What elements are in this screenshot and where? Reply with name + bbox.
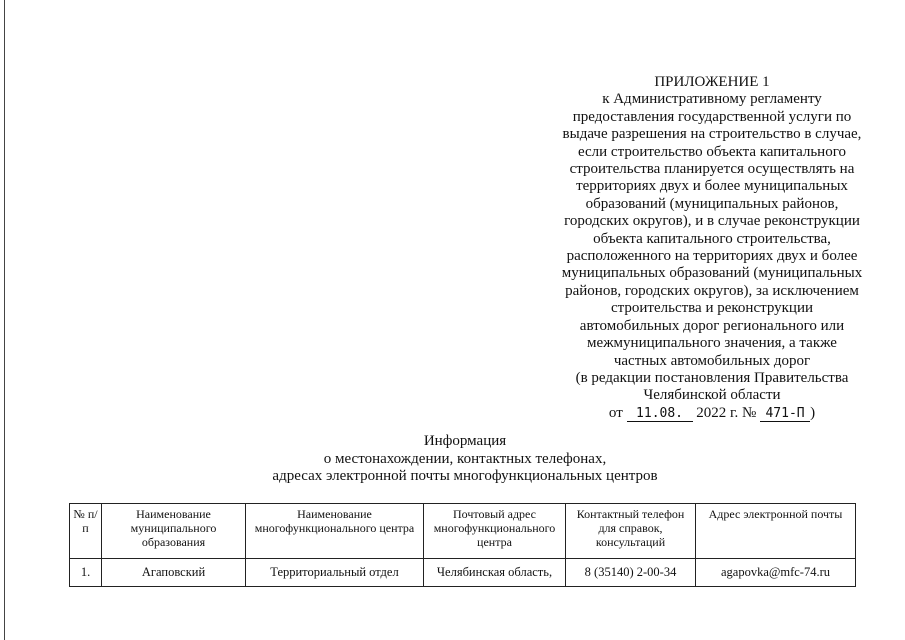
appendix-line: предоставления государственной услуги по <box>572 108 852 125</box>
resolution-date: 11.08. <box>627 407 693 422</box>
page-left-border <box>4 0 5 640</box>
appendix-line: частных автомобильных дорог <box>613 352 811 369</box>
info-subtitle: адресах электронной почты многофункциональных центров <box>272 468 658 484</box>
appendix-line: муниципальных образований (муниципальных <box>561 265 863 282</box>
cell-number: 1. <box>70 559 102 587</box>
resolution-number: 471-П <box>760 407 810 422</box>
appendix-line: образований (муниципальных районов, <box>585 195 839 212</box>
closing-paren: ) <box>810 404 816 421</box>
appendix-line: (в редакции постановления Правительства <box>575 369 849 386</box>
appendix-line: объекта капитального строительства, <box>593 230 831 247</box>
info-title: Информация <box>423 433 507 449</box>
appendix-line: районов, городских округов), за исключением <box>565 282 859 299</box>
appendix-line: территориях двух и более муниципальных <box>576 178 848 195</box>
col-header-phone: Контактный телефон для справок, консультаций <box>566 504 696 559</box>
appendix-line: городских округов), и в случае реконструкции <box>564 213 860 230</box>
mfc-table <box>69 503 856 587</box>
appendix-line: расположенного на территориях двух и более <box>566 248 858 265</box>
appendix-line: межмуниципального значения, а также <box>587 335 837 352</box>
appendix-title: ПРИЛОЖЕНИЕ 1 <box>654 74 770 90</box>
appendix-line: автомобильных дорог регионального или <box>579 317 845 334</box>
appendix-line: строительства планируется осуществлять на <box>569 161 855 178</box>
col-header-email: Адрес электронной почты <box>696 504 856 559</box>
col-header-municipality: Наименование муниципального образования <box>102 504 246 559</box>
cell-postal-address: Челябинская область, <box>424 559 566 587</box>
appendix-header <box>544 74 880 422</box>
resolution-date-line <box>544 405 880 422</box>
col-header-center-name: Наименование многофункционального центра <box>246 504 424 559</box>
table-row <box>70 559 856 587</box>
cell-phone: 8 (35140) 2-00-34 <box>566 559 696 587</box>
date-prefix: от <box>608 404 623 421</box>
col-header-number: № п/п <box>70 504 102 559</box>
cell-email: agapovka@mfc-74.ru <box>696 559 856 587</box>
info-heading <box>250 433 680 486</box>
appendix-line: выдаче разрешения на строительство в случае, <box>562 126 862 143</box>
appendix-line: если строительство объекта капитального <box>577 143 846 160</box>
year-text: 2022 г. № <box>696 404 757 421</box>
appendix-line: строительства и реконструкции <box>610 300 814 317</box>
table-header-row <box>70 504 856 559</box>
info-subtitle: о местонахождении, контактных телефонах, <box>323 450 607 467</box>
appendix-line: Челябинской области <box>643 387 781 404</box>
col-header-postal-address: Почтовый адрес многофункционального центра <box>424 504 566 559</box>
cell-municipality: Агаповский <box>102 559 246 587</box>
appendix-line: к Административному регламенту <box>602 91 822 108</box>
cell-center-name: Территориальный отдел <box>246 559 424 587</box>
